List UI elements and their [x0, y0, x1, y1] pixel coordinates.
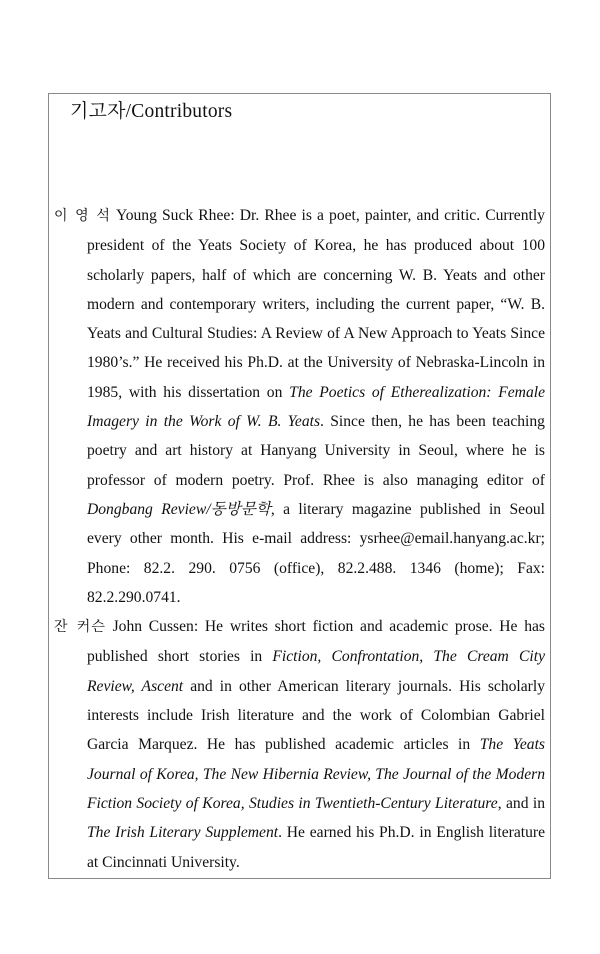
contributor-list — [54, 201, 545, 877]
bio-text: . He earned his Ph.D. in English literature at Cincinnati University. — [87, 824, 545, 871]
bio-text: John Cussen: He writes short fiction and academic prose. He has published short stories in — [87, 618, 545, 666]
page-title-korean: 기고자 — [70, 100, 126, 122]
bio-text: Young Suck Rhee: Dr. Rhee is a poet, painter, and critic. Currently president of the Yeats Society of Korea, he has produced about 100 scholarly papers, half of which are concerning W. B. Yeats and other modern and contemporary writers, including the current paper, “W. B. Yeats and Cultural Studies: A Review of A New Approach to Yeats Since 1980’s.” He received his Ph.D. at the University of Nebraska-Lincoln in 1985, with his dissertation on — [87, 207, 545, 401]
journal-titles: Fiction, Confrontation, The Cream City Review, Ascent — [87, 648, 545, 695]
journal-titles: The Yeats Journal of Korea, The New Hibernia Review, The Journal of the Modern Fiction Society of Korea, Studies in Twentieth-Century Literature — [87, 736, 545, 812]
bio-text: and in other American literary journals. His scholarly interests include Irish literature and the work of Colombian Gabriel Garcia Marquez. He has published academic articles in — [87, 677, 545, 754]
contributor-entry-cussen — [54, 612, 545, 877]
dissertation-title: The Poetics of Etherealization: Female Imagery in the Work of W. B. Yeats — [87, 383, 545, 431]
page-title-separator: / — [125, 101, 132, 122]
contributor-korean-name: 잔 커슨 — [54, 619, 106, 636]
page-title-english: Contributors — [131, 101, 233, 122]
contributor-entry-rhee — [54, 201, 545, 612]
bio-text: . Since then, he has been teaching poetry and art history at Hanyang University in Seoul, where he is professor of modern poetry. Prof. Rhee is also managing editor of — [87, 413, 545, 489]
magazine-title: Dongbang Review/동방문학 — [87, 500, 271, 518]
journal-title: The Irish Literary Supplement — [87, 824, 279, 842]
page-title — [70, 97, 232, 126]
contributor-korean-name: 이 영 석 — [54, 208, 111, 224]
bio-text: , and in — [497, 794, 546, 812]
bio-text: , a literary magazine published in Seoul every other month. His e-mail address: ysrhee@email.hanyang.ac.kr; Phone: 82.2. 290. 0756 (office), 82.2.488. 1346 (home); Fax: 82.2.290.0741. — [87, 500, 545, 606]
